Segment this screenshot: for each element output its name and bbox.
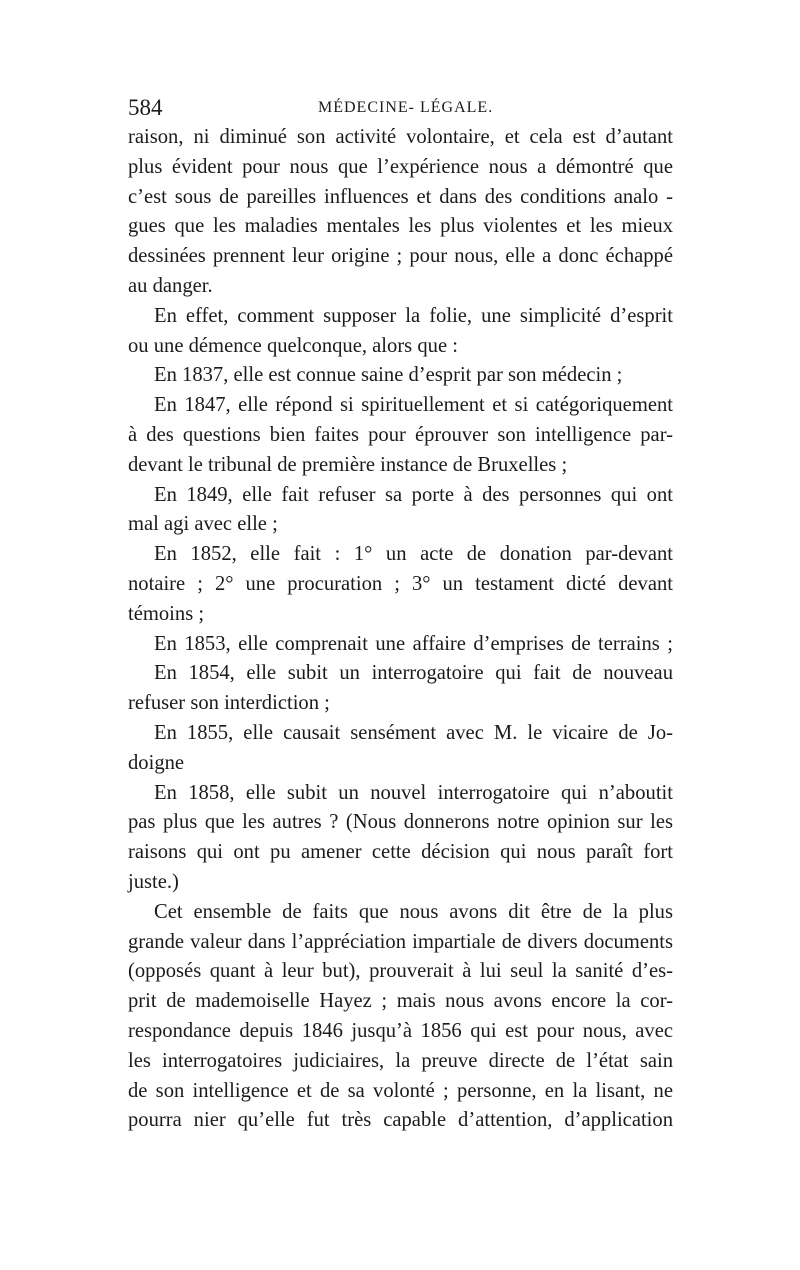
- page-number: 584: [128, 95, 163, 120]
- text-line: pourra nier qu’elle fut très capable d’attention, d’application: [128, 1109, 673, 1132]
- text-line: Cet ensemble de faits que nous avons dit être de la plus: [154, 900, 673, 923]
- text-line: pas plus que les autres ? (Nous donnerons notre opinion sur les: [128, 811, 673, 834]
- text-line: En 1849, elle fait refuser sa porte à des personnes qui ont: [154, 483, 673, 506]
- text-line: prit de mademoiselle Hayez ; mais nous avons encore la cor-: [128, 990, 673, 1013]
- text-line: grande valeur dans l’appréciation impartiale de divers documents: [128, 930, 673, 953]
- text-line: (opposés quant à leur but), prouverait à lui seul la sanité d’es-: [128, 960, 673, 983]
- text-line: En 1852, elle fait : 1° un acte de donation par-devant: [154, 543, 673, 566]
- text-line: En effet, comment supposer la folie, une simplicité d’esprit: [154, 304, 673, 327]
- text-line: doigne: [128, 751, 185, 774]
- text-line: devant le tribunal de première instance de Bruxelles ;: [128, 453, 568, 476]
- text-line: ou une démence quelconque, alors que :: [128, 334, 458, 357]
- text-line: En 1858, elle subit un nouvel interrogatoire qui n’aboutit: [154, 781, 673, 804]
- text-line: gues que les maladies mentales les plus violentes et les mieux: [128, 215, 673, 238]
- text-line: notaire ; 2° une procuration ; 3° un testament dicté devant: [128, 572, 673, 595]
- text-line: En 1855, elle causait sensément avec M. le vicaire de Jo-: [154, 721, 673, 744]
- text-line: mal agi avec elle ;: [128, 513, 278, 536]
- text-line: les interrogatoires judiciaires, la preuve directe de l’état sain: [128, 1049, 673, 1072]
- text-line: En 1853, elle comprenait une affaire d’emprises de terrains ;: [154, 632, 673, 655]
- text-line: En 1847, elle répond si spirituellement et si catégoriquement: [154, 394, 673, 417]
- text-line: juste.): [128, 870, 179, 893]
- text-line: raison, ni diminué son activité volontaire, et cela est d’autant: [128, 126, 673, 148]
- text-line: à des questions bien faites pour éprouver son intelligence par-: [128, 423, 673, 446]
- text-line: respondance depuis 1846 jusqu’à 1856 qui est pour nous, avec: [128, 1019, 673, 1042]
- text-line: En 1837, elle est connue saine d’esprit par son médecin ;: [154, 364, 623, 387]
- text-line: dessinées prennent leur origine ; pour nous, elle a donc échappé: [128, 245, 673, 268]
- text-line: c’est sous de pareilles influences et dans des conditions analo -: [128, 185, 673, 208]
- running-title: MÉDECINE- LÉGALE.: [318, 99, 494, 116]
- text-line: plus évident pour nous que l’expérience nous a démontré que: [128, 155, 673, 178]
- text-line: témoins ;: [128, 602, 205, 625]
- text-line: refuser son interdiction ;: [128, 692, 330, 715]
- text-line: En 1854, elle subit un interrogatoire qui fait de nouveau: [154, 662, 673, 685]
- text-line: au danger.: [128, 274, 213, 297]
- page-header: [128, 94, 673, 126]
- text-line: de son intelligence et de sa volonté ; personne, en la lisant, ne: [128, 1079, 673, 1102]
- text-line: raisons qui ont pu amener cette décision qui nous paraît fort: [128, 841, 673, 864]
- body-text: [128, 123, 673, 1136]
